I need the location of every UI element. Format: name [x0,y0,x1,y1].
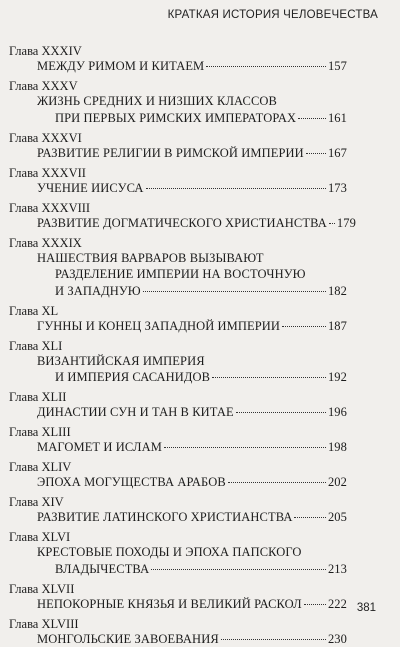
toc-title-line [37,250,347,266]
toc-title-line [37,318,347,334]
page-number: 381 [356,602,376,614]
toc-page-number: 173 [327,180,347,195]
toc-page-number: 202 [327,475,347,489]
toc-chapter-label: Глава XLII [9,390,67,404]
toc-title-text: И ИМПЕРИЯ САСАНИДОВ [55,370,211,384]
toc-title-line [37,474,347,490]
toc-title-line [37,596,347,612]
toc-title-text: УЧЕНИЕ ИИСУСА [37,180,144,195]
dot-leader [221,639,326,640]
toc-title-text: НЕПОКОРНЫЕ КНЯЗЬЯ И ВЕЛИКИЙ РАСКОЛ [37,596,302,611]
toc-page-number: 161 [327,110,347,125]
toc-title-text: РАЗВИТИЕ ДОГМАТИЧЕСКОГО ХРИСТИАНСТВА [37,215,327,230]
toc-title-text: ПРИ ПЕРВЫХ РИМСКИХ ИМПЕРАТОРАХ [55,110,297,125]
toc-page-number: 196 [327,405,347,419]
toc-title-line [37,544,347,560]
toc-title-text: ДИНАСТИИ СУН И ТАН В КИТАЕ [37,405,234,419]
toc-chapter-label: Глава XL [9,303,59,318]
toc-page-number: 230 [327,631,347,646]
toc-title-line [55,266,347,282]
dot-leader [329,223,335,224]
toc-title-text: РАЗДЕЛЕНИЕ ИМПЕРИИ НА ВОСТОЧНУЮ [55,267,306,281]
toc-title-line [37,215,356,231]
toc-title-line [55,561,347,577]
dot-leader [228,482,326,483]
toc-chapter-label: Глава XXXVIII [9,200,91,215]
toc-title-line [37,58,347,74]
toc-title-text: ВЛАДЫЧЕСТВА [55,561,150,576]
toc-chapter-label: Глава XXXVII [9,165,86,180]
toc-page-number: 192 [327,370,347,384]
dot-leader [236,412,326,413]
toc-title-line [37,631,347,647]
toc-title-text: МЕЖДУ РИМОМ И КИТАЕМ [37,59,205,73]
toc-chapter-label: Глава XLIII [9,425,71,439]
toc-title-line [37,93,347,109]
toc-page-number: 182 [327,283,347,298]
toc-title-line [37,180,347,196]
toc-page-number: 167 [327,145,347,160]
toc-title-text: МОНГОЛЬСКИЕ ЗАВОЕВАНИЯ [37,631,219,646]
toc-title-text: РАЗВИТИЕ РЕЛИГИИ В РИМСКОЙ ИМПЕРИИ [37,145,304,160]
toc-title-line [37,404,347,420]
toc-page-number: 213 [327,561,347,576]
toc-page-number: 222 [327,596,347,611]
toc-title-text: ЖИЗНЬ СРЕДНИХ И НИЗШИХ КЛАССОВ [37,94,277,108]
toc-title-text: И ЗАПАДНУЮ [55,283,141,298]
toc-title-text: КРЕСТОВЫЕ ПОХОДЫ И ЭПОХА ПАПСКОГО [37,545,302,559]
dot-leader [212,377,326,378]
dot-leader [151,569,326,570]
dot-leader [143,291,326,292]
toc-title-line [37,509,347,525]
toc-title-text: ГУННЫ И КОНЕЦ ЗАПАДНОЙ ИМПЕРИИ [37,318,281,333]
dot-leader [304,604,326,605]
toc-title-line [37,439,347,455]
toc-chapter-label: Глава XLI [9,338,63,353]
toc-title-line [55,369,347,385]
toc-chapter-label: Глава XIV [9,495,64,509]
toc-chapter-label: Глава XXXIV [9,44,82,58]
running-head: КРАТКАЯ ИСТОРИЯ ЧЕЛОВЕЧЕСТВА [167,9,378,21]
toc-chapter-label: Глава XXXV [9,79,78,93]
toc-title-line [55,283,347,299]
toc-page-number: 179 [336,215,356,230]
dot-leader [306,153,326,154]
toc-page-number: 187 [327,318,347,333]
dot-leader [164,447,326,448]
toc-title-text: НАШЕСТВИЯ ВАРВАРОВ ВЫЗЫВАЮТ [37,250,264,265]
toc-title-text: ЭПОХА МОГУЩЕСТВА АРАБОВ [37,475,226,489]
toc-title-text: РАЗВИТИЕ ЛАТИНСКОГО ХРИСТИАНСТВА [37,510,293,524]
toc-page-number: 157 [327,59,347,73]
dot-leader [206,66,326,67]
toc-chapter-label: Глава XLVI [9,530,71,544]
toc-chapter-label: Глава XLVIII [9,616,79,631]
toc-chapter-label: Глава XXXIX [9,235,82,250]
toc-page-number: 198 [327,440,347,454]
toc-chapter-label: Глава XLIV [9,460,72,474]
dot-leader [146,188,326,189]
toc-title-text: ВИЗАНТИЙСКАЯ ИМПЕРИЯ [37,353,205,368]
dot-leader [294,517,325,518]
toc-chapter-label: Глава XLVII [9,581,75,596]
toc-title-text: МАГОМЕТ И ИСЛАМ [37,440,162,454]
dot-leader [298,118,326,119]
dot-leader [282,326,326,327]
toc-title-line [55,110,347,126]
toc-page-number: 205 [327,510,347,524]
toc-title-line [37,145,347,161]
toc-chapter-label: Глава XXXVI [9,130,82,145]
toc-title-line [37,353,347,369]
